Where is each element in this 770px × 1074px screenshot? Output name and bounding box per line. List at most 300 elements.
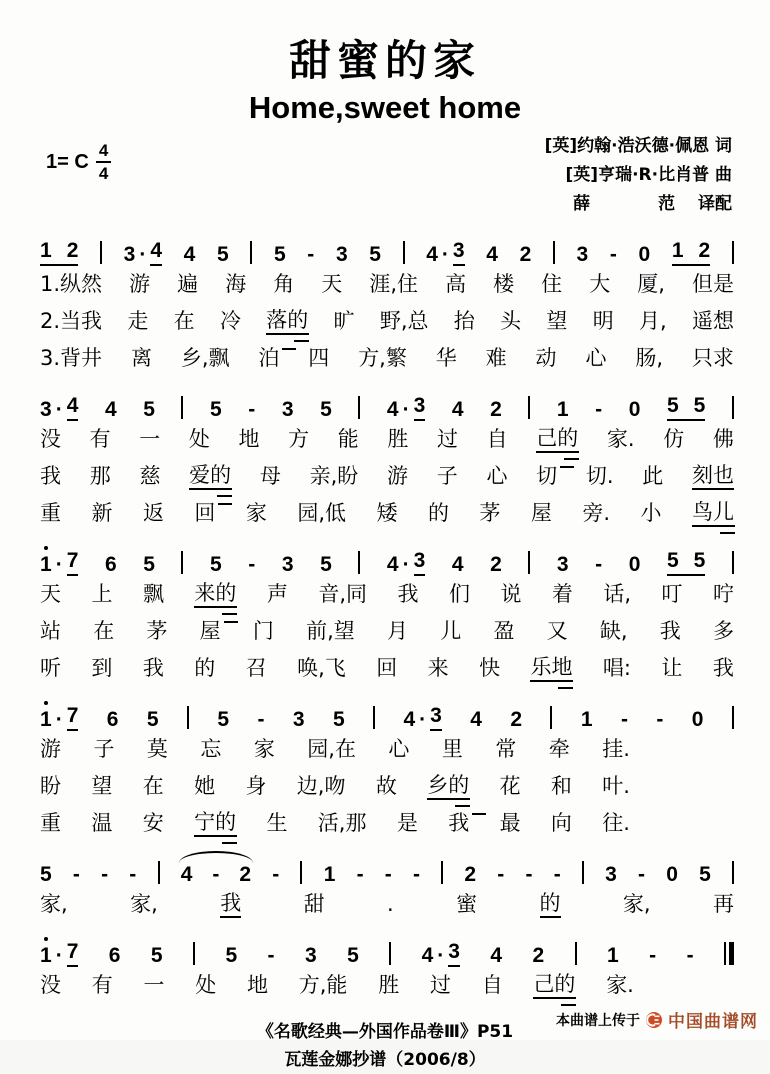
lyric-line xyxy=(40,768,734,805)
note-token xyxy=(143,554,155,576)
lyric-syllable: 遥想 xyxy=(691,309,734,334)
note-token xyxy=(452,399,464,421)
note-glyph: 2 xyxy=(490,397,502,421)
lyric-line xyxy=(40,421,734,458)
site-logo-icon xyxy=(645,1011,663,1029)
note-token xyxy=(510,709,522,731)
music-system xyxy=(40,930,734,1004)
note-glyph: 1 xyxy=(607,943,619,967)
note-token xyxy=(464,864,476,886)
note-token xyxy=(581,709,593,731)
lyric-syllable: 温 xyxy=(91,811,113,836)
note-glyph: 2 xyxy=(532,943,545,967)
note-token xyxy=(143,399,155,421)
lyric-syllable: 忘 xyxy=(200,737,222,762)
lyric-syllable: 动 xyxy=(535,346,557,371)
lyric-syllable: 听 xyxy=(40,656,61,681)
lyric-syllable: 新 xyxy=(91,501,113,526)
lyric-syllable: 鸟儿 xyxy=(692,500,734,527)
note-token xyxy=(109,945,121,967)
note-token xyxy=(248,399,255,421)
note-token xyxy=(649,945,656,967)
note-glyph: 5 xyxy=(320,552,332,576)
note-token xyxy=(629,399,641,421)
lyric-syllable: . xyxy=(387,892,394,917)
note-glyph: - xyxy=(248,552,256,576)
note-token xyxy=(605,864,617,886)
note-token xyxy=(490,554,502,576)
note-glyph: 3 xyxy=(292,707,305,731)
note-glyph: 5 xyxy=(210,552,222,576)
barline xyxy=(158,861,160,884)
note-token xyxy=(73,864,80,886)
note-glyph: 4 xyxy=(470,707,482,731)
note-glyph: 2 xyxy=(66,238,79,262)
note-glyph: 4 xyxy=(451,397,464,421)
barline xyxy=(193,942,195,965)
lyric-syllable: 召 xyxy=(245,656,267,681)
lyric-syllable: 音,同 xyxy=(318,582,368,607)
note-glyph: 5 xyxy=(273,242,286,266)
note-token xyxy=(520,244,532,266)
lyric-syllable: 我 xyxy=(40,464,61,489)
note-token xyxy=(422,941,460,967)
lyric-syllable: 我 xyxy=(142,656,164,681)
note-high-octave: 1 xyxy=(40,943,52,967)
lyric-syllable: 望 xyxy=(546,309,568,334)
lyric-syllable: 旁. xyxy=(582,501,611,526)
lyric-line xyxy=(40,303,734,340)
lyric-line xyxy=(40,613,734,650)
note-token xyxy=(147,709,159,731)
note-token xyxy=(181,864,251,886)
note-token xyxy=(387,395,425,421)
note-token xyxy=(426,240,464,266)
note-glyph: 4 xyxy=(180,862,193,886)
lyric-syllable: 走 xyxy=(127,309,149,334)
note-token xyxy=(607,945,619,967)
lyric-syllable: 仿 xyxy=(663,427,685,452)
lyric-syllable: 3.背井 xyxy=(40,346,103,371)
note-token xyxy=(248,554,255,576)
notation-line xyxy=(40,539,734,576)
note-token xyxy=(272,864,279,886)
note-token xyxy=(638,864,645,886)
note-token xyxy=(497,864,504,886)
note-glyph: 0 xyxy=(691,707,704,731)
lyric-syllable: 难 xyxy=(485,346,507,371)
music-system xyxy=(40,539,734,687)
lyric-syllable: 切 xyxy=(536,464,558,489)
note-glyph: 4 xyxy=(490,943,503,967)
lyric-syllable: 此 xyxy=(642,464,664,489)
note-token xyxy=(105,399,117,421)
barline xyxy=(528,551,530,574)
note-token xyxy=(692,709,704,731)
song-title: 甜蜜的家 xyxy=(288,36,481,85)
lyric-syllable: 没 xyxy=(40,973,61,998)
lyric-syllable: 冷 xyxy=(219,309,241,334)
lyric-syllable: 多 xyxy=(713,619,734,644)
lyric-syllable: 身 xyxy=(245,774,267,799)
barline xyxy=(389,942,391,965)
credit-translator: 薛 范 译配 xyxy=(573,194,732,214)
note-glyph: 2 xyxy=(510,707,523,731)
note-glyph: · xyxy=(402,397,410,421)
note-glyph: 3 xyxy=(123,242,136,266)
lyric-syllable: 屋 xyxy=(199,619,221,644)
lyric-syllable: 盈 xyxy=(493,619,515,644)
lyric-syllable: 到 xyxy=(91,656,113,681)
lyric-syllable: 月 xyxy=(387,619,408,644)
note-glyph: 3 xyxy=(40,397,52,421)
lyric-syllable: 处 xyxy=(195,973,217,998)
lyric-syllable: 回 xyxy=(376,656,398,681)
lyric-syllable: 我 xyxy=(397,582,419,607)
lyric-syllable: 方 xyxy=(288,427,310,452)
note-glyph: 3 xyxy=(430,705,442,731)
lyric-syllable: 四 xyxy=(308,346,330,371)
note-glyph: 0 xyxy=(628,552,641,576)
lyric-syllable: 家, xyxy=(130,892,158,917)
lyric-syllable: 家 xyxy=(253,737,275,762)
lyric-syllable: 叮 xyxy=(661,582,683,607)
lyric-syllable: 头 xyxy=(500,309,522,334)
lyric-syllable: 家 xyxy=(245,501,267,526)
note-token xyxy=(336,244,348,266)
lyric-syllable: 最 xyxy=(499,811,521,836)
note-glyph: 5 xyxy=(150,943,163,967)
lyric-line xyxy=(40,576,734,613)
note-glyph: - xyxy=(257,707,265,731)
lyric-syllable: 胜 xyxy=(378,973,400,998)
note-glyph: - xyxy=(525,862,533,886)
note-high-octave: 1 xyxy=(40,707,52,731)
note-glyph: 5 xyxy=(217,707,230,731)
lyric-syllable: 高 xyxy=(445,272,467,297)
note-glyph: · xyxy=(55,397,63,421)
note-glyph: 4 xyxy=(386,552,399,576)
note-token xyxy=(610,244,617,266)
note-token xyxy=(490,399,502,421)
note-token xyxy=(40,864,52,886)
notation-line xyxy=(40,694,734,731)
lyric-syllable: 再 xyxy=(713,892,734,917)
lyric-syllable: 没 xyxy=(40,427,61,452)
note-token xyxy=(151,945,163,967)
lyric-syllable: 地 xyxy=(238,427,260,452)
meta-row xyxy=(0,126,770,219)
note-token xyxy=(687,945,694,967)
barline xyxy=(732,861,734,884)
note-glyph: 5 xyxy=(210,397,222,421)
note-glyph: 3 xyxy=(556,552,569,576)
note-glyph: - xyxy=(686,943,694,967)
lyric-syllable: 海 xyxy=(225,272,247,297)
note-glyph: 4 xyxy=(403,707,416,731)
lyric-syllable: 地 xyxy=(247,973,268,998)
lyric-syllable: 望 xyxy=(91,774,113,799)
note-token xyxy=(107,709,119,731)
note-token xyxy=(639,244,651,266)
lyric-syllable: 的 xyxy=(427,501,449,526)
barline xyxy=(553,241,555,264)
note-token xyxy=(385,864,392,886)
lyric-syllable: 游 xyxy=(387,464,408,489)
note-token xyxy=(333,709,345,731)
lyric-syllable: 矮 xyxy=(376,501,398,526)
barline xyxy=(528,396,530,419)
note-glyph: 5 xyxy=(143,397,155,421)
lyric-syllable: 天 xyxy=(321,272,343,297)
note-token xyxy=(257,709,264,731)
note-glyph: 7 xyxy=(67,705,79,731)
lyric-syllable: 宁的 xyxy=(194,810,236,837)
lyric-syllable: 生 xyxy=(266,811,288,836)
lyric-syllable: 说 xyxy=(500,582,522,607)
barline xyxy=(300,861,302,884)
lyric-syllable: 肠, xyxy=(635,346,664,371)
note-glyph: - xyxy=(637,862,645,886)
note-token xyxy=(124,240,162,266)
lyric-syllable: 小 xyxy=(640,501,662,526)
note-token xyxy=(557,399,569,421)
note-token xyxy=(595,399,602,421)
note-token xyxy=(486,244,498,266)
note-high-octave: 1 xyxy=(40,552,52,576)
note-glyph: - xyxy=(101,862,109,886)
note-token xyxy=(282,554,294,576)
lyric-syllable: 门 xyxy=(252,619,274,644)
note-glyph: 2 xyxy=(464,862,477,886)
notation-line xyxy=(40,930,734,967)
note-glyph: · xyxy=(55,707,63,731)
note-token xyxy=(320,399,332,421)
lyric-syllable: 花 xyxy=(499,774,521,799)
lyric-syllable: 唤,飞 xyxy=(297,656,346,681)
lyric-syllable: 方,繁 xyxy=(358,346,407,371)
note-token xyxy=(184,244,196,266)
note-glyph: 5 xyxy=(332,707,345,731)
lyric-syllable: 心 xyxy=(585,346,607,371)
note-token xyxy=(347,945,359,967)
lyric-syllable: 在 xyxy=(93,619,115,644)
lyric-syllable: 们 xyxy=(448,582,470,607)
lyric-syllable: 茅 xyxy=(146,619,168,644)
lyric-syllable: 园,低 xyxy=(297,501,347,526)
note-glyph: 5 xyxy=(347,943,359,967)
note-glyph: 4 xyxy=(67,395,79,421)
lyric-syllable: 重 xyxy=(40,811,61,836)
note-glyph: 4 xyxy=(426,242,438,266)
note-glyph: 5 xyxy=(225,943,238,967)
note-glyph: 1 xyxy=(323,862,336,886)
note-glyph: 3 xyxy=(576,242,589,266)
note-glyph: 4 xyxy=(150,240,162,266)
lyric-syllable: 大 xyxy=(589,272,611,297)
lyric-syllable: 盼 xyxy=(40,774,61,799)
note-glyph: 0 xyxy=(628,397,641,421)
lyric-syllable: 一 xyxy=(143,973,165,998)
note-token xyxy=(577,244,589,266)
note-glyph: - xyxy=(656,707,664,731)
note-glyph: · xyxy=(441,242,449,266)
lyric-syllable: 儿 xyxy=(440,619,462,644)
note-token xyxy=(210,399,222,421)
lyric-syllable: 来的 xyxy=(194,581,236,608)
note-glyph: 5 xyxy=(320,397,332,421)
credit-lyricist: [英]约翰·浩沃德·佩恩 词 xyxy=(544,136,732,156)
note-glyph: 3 xyxy=(414,550,426,576)
note-glyph: 5 xyxy=(369,242,381,266)
note-token xyxy=(490,945,502,967)
upload-note: 本曲谱上传于 xyxy=(556,1012,640,1029)
note-token xyxy=(274,244,286,266)
lyric-syllable: 胜 xyxy=(387,427,409,452)
note-token xyxy=(621,709,628,731)
note-token xyxy=(699,864,711,886)
note-token xyxy=(217,244,229,266)
lyric-syllable: 前,望 xyxy=(306,619,355,644)
notation-line xyxy=(40,229,734,266)
lyric-syllable: 泊 xyxy=(258,346,280,371)
lyric-line xyxy=(40,340,734,377)
lyric-line xyxy=(40,967,734,1004)
lyric-syllable: 一 xyxy=(139,427,161,452)
music-system xyxy=(40,694,734,842)
note-glyph: 5 xyxy=(40,862,52,886)
lyric-syllable: 明 xyxy=(592,309,614,334)
lyric-syllable: 站 xyxy=(40,619,61,644)
lyric-syllable: 心 xyxy=(486,464,508,489)
note-glyph: 5 xyxy=(143,552,155,576)
lyric-syllable: 家. xyxy=(606,427,635,452)
note-glyph: 5 xyxy=(146,707,159,731)
note-glyph: 4 xyxy=(386,397,399,421)
lyric-syllable: 又 xyxy=(546,619,568,644)
lyric-syllable: 叶. xyxy=(602,774,630,799)
lyric-syllable: 甜 xyxy=(303,892,325,917)
lyric-syllable: 往. xyxy=(602,811,630,836)
time-denominator: 4 xyxy=(98,164,109,183)
lyric-syllable: 屋 xyxy=(530,501,552,526)
lyric-syllable: 抬 xyxy=(453,309,475,334)
lyric-syllable: 过 xyxy=(437,427,458,452)
lyric-syllable: 里 xyxy=(441,737,463,762)
note-glyph: - xyxy=(384,862,392,886)
note-glyph: - xyxy=(595,552,603,576)
transcriber-note: 瓦莲金娜抄谱（2006/8） xyxy=(284,1050,486,1070)
lyric-syllable: 向 xyxy=(550,811,572,836)
barline xyxy=(100,241,102,264)
lyric-syllable: 话, xyxy=(603,582,632,607)
lyric-syllable: 华 xyxy=(435,346,457,371)
barline xyxy=(373,706,375,729)
lyric-syllable: 慈 xyxy=(139,464,161,489)
time-numerator: 4 xyxy=(96,142,111,163)
lyric-syllable: 那 xyxy=(89,464,111,489)
lyric-line xyxy=(40,886,734,923)
lyric-syllable: 唱: xyxy=(602,656,631,681)
lyric-syllable: 飘 xyxy=(142,582,164,607)
lyric-syllable: 住 xyxy=(541,272,563,297)
note-token xyxy=(40,240,78,266)
lyric-syllable: 游 xyxy=(129,272,151,297)
lyric-syllable: 爱的 xyxy=(189,463,231,490)
lyric-syllable: 的 xyxy=(540,891,561,918)
lyric-syllable: 己的 xyxy=(536,426,578,453)
note-glyph: 0 xyxy=(666,862,678,886)
lyric-syllable: 母 xyxy=(259,464,281,489)
barline xyxy=(582,861,584,884)
lyric-syllable: 返 xyxy=(142,501,164,526)
note-glyph: 6 xyxy=(104,552,117,576)
lyric-syllable: 家. xyxy=(606,973,634,998)
lyric-syllable: 野,总 xyxy=(379,309,429,334)
lyric-syllable: 快 xyxy=(479,656,501,681)
note-glyph: 6 xyxy=(106,707,119,731)
barline xyxy=(550,706,552,729)
music-system xyxy=(40,229,734,377)
lyric-syllable: 有 xyxy=(91,973,113,998)
lyric-syllable: 安 xyxy=(142,811,164,836)
note-glyph: - xyxy=(267,943,275,967)
lyric-syllable: 茅 xyxy=(479,501,501,526)
lyric-syllable: 家, xyxy=(622,892,651,917)
final-barline xyxy=(724,942,734,965)
lyric-syllable: 处 xyxy=(188,427,210,452)
note-token xyxy=(293,709,305,731)
note-glyph: 3 xyxy=(448,941,460,967)
note-glyph: · xyxy=(139,242,147,266)
lyric-syllable: 我 xyxy=(712,656,734,681)
lyric-syllable: 己的 xyxy=(533,972,575,999)
lyric-syllable: 边,吻 xyxy=(296,774,346,799)
note-token xyxy=(320,554,332,576)
key-signature xyxy=(46,142,111,182)
note-glyph: 6 xyxy=(108,943,121,967)
note-token xyxy=(672,240,710,266)
note-glyph: · xyxy=(402,552,410,576)
note-glyph: 5 xyxy=(693,393,706,417)
note-glyph: 7 xyxy=(67,941,79,967)
note-glyph: 3 xyxy=(281,552,294,576)
note-glyph: 2 xyxy=(239,862,252,886)
note-glyph: 3 xyxy=(605,862,617,886)
lyric-syllable: 她 xyxy=(194,774,216,799)
lyric-syllable: 落的 xyxy=(266,308,308,335)
lyric-syllable: 常 xyxy=(495,737,517,762)
lyric-syllable: 是 xyxy=(396,811,418,836)
note-token xyxy=(667,550,705,576)
note-glyph: 3 xyxy=(281,397,294,421)
note-glyph: - xyxy=(649,943,657,967)
lyric-syllable: 子 xyxy=(436,464,458,489)
note-glyph: - xyxy=(620,707,628,731)
lyric-syllable: 牵 xyxy=(548,737,570,762)
note-glyph: - xyxy=(212,862,220,886)
note-token xyxy=(452,554,464,576)
note-token xyxy=(217,709,229,731)
source-book: 《名歌经典—外国作品卷Ⅲ》P51 xyxy=(256,1022,514,1042)
lyric-syllable: 角 xyxy=(273,272,295,297)
lyric-syllable: 离 xyxy=(130,346,152,371)
note-glyph: 4 xyxy=(104,397,117,421)
note-token xyxy=(656,709,663,731)
lyric-syllable: 家, xyxy=(40,892,68,917)
note-token xyxy=(40,550,78,576)
note-glyph: 2 xyxy=(698,238,711,262)
